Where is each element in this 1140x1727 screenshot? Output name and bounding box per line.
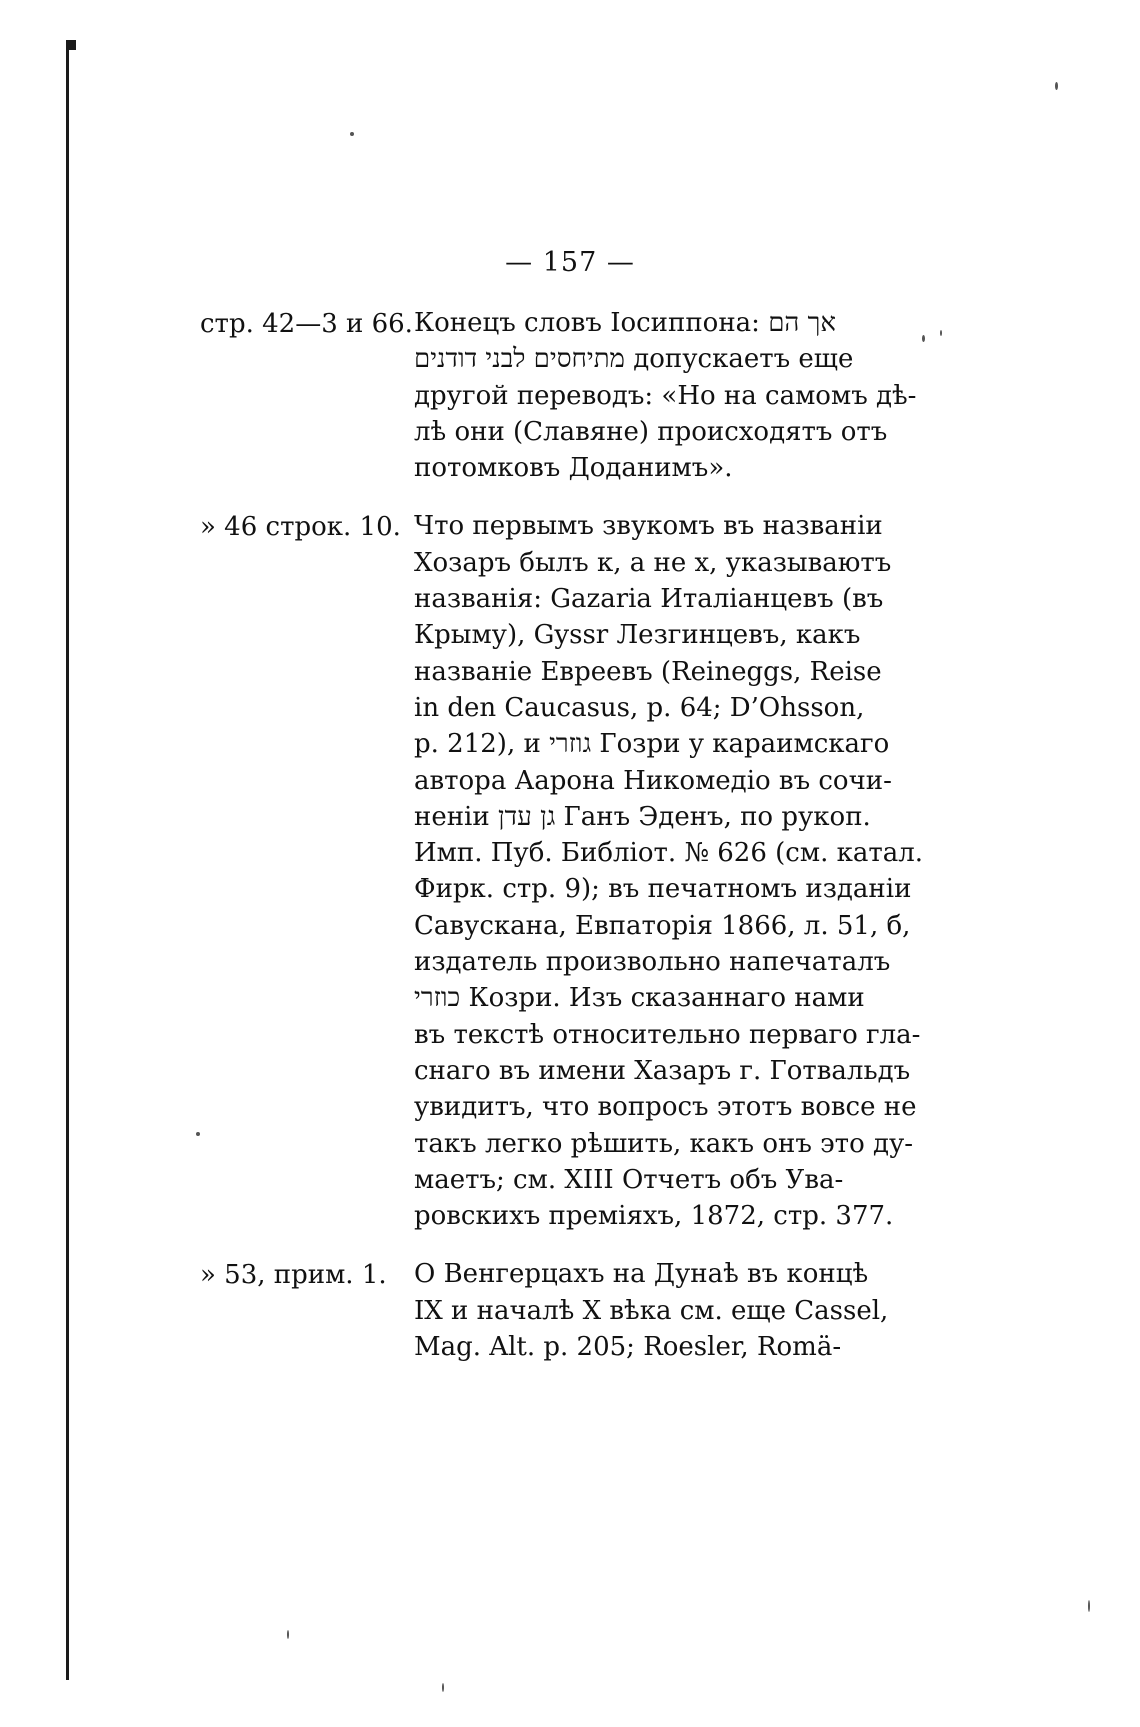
errata-list bbox=[200, 305, 924, 1387]
text-line: автора Аарона Никомедіо въ сочи- bbox=[414, 765, 892, 796]
text-line: снаго въ имени Хазаръ г. Готвальдъ bbox=[414, 1055, 911, 1086]
text-line: Савускана, Евпаторія 1866, л. 51, б, bbox=[414, 910, 911, 941]
text-line: въ текстѣ относительно перваго гла- bbox=[414, 1019, 921, 1050]
text-line: Фирк. стр. 9); въ печатномъ изданіи bbox=[414, 874, 912, 905]
text-line: потомковъ Доданимъ». bbox=[414, 453, 733, 484]
page-corner-mark bbox=[66, 40, 76, 50]
text-line: Что первымъ звукомъ въ названіи bbox=[414, 511, 883, 542]
text-line: увидитъ, что вопросъ этотъ вовсе не bbox=[414, 1092, 917, 1123]
text-line: О Венгерцахъ на Дунаѣ въ концѣ bbox=[414, 1259, 869, 1290]
print-speck bbox=[287, 1630, 289, 1639]
text-line: Хозаръ былъ к, а не х, указываютъ bbox=[414, 547, 892, 578]
text-line: названія: Gazaria Италіанцевъ (въ bbox=[414, 584, 884, 615]
entry-text bbox=[414, 305, 917, 486]
text-line: другой переводъ: «Но на самомъ дѣ- bbox=[414, 380, 917, 411]
text-line: Крыму), Gyssr Лезгинцевъ, какъ bbox=[414, 620, 861, 651]
text-line: маетъ; см. XIII Отчетъ объ Ува- bbox=[414, 1164, 844, 1195]
entry-text bbox=[414, 508, 924, 1234]
text-line: такъ легко рѣшить, какъ онъ это ду- bbox=[414, 1128, 914, 1159]
entry-text bbox=[414, 1256, 889, 1365]
entry-reference: » 46 строк. 10. bbox=[200, 512, 401, 543]
text-line: лѣ они (Славяне) происходятъ отъ bbox=[414, 416, 888, 447]
text-line: Имп. Пуб. Библіот. № 626 (см. катал. bbox=[414, 838, 924, 869]
text-line: מתיחסים לבני דודנים допускаетъ еще bbox=[414, 344, 854, 375]
print-speck bbox=[1055, 82, 1058, 90]
entry-reference: стр. 42—3 и 66. bbox=[200, 309, 413, 339]
print-speck bbox=[350, 132, 354, 136]
text-line: IX и началѣ X вѣка см. еще Cassel, bbox=[414, 1295, 889, 1326]
text-line: ровскихъ преміяхъ, 1872, стр. 377. bbox=[414, 1201, 894, 1232]
errata-entry-1 bbox=[200, 305, 917, 486]
print-speck bbox=[922, 335, 925, 342]
print-speck bbox=[442, 1683, 444, 1692]
print-speck bbox=[1088, 1600, 1090, 1612]
text-line: названіе Евреевъ (Reineggs, Reise bbox=[414, 656, 882, 687]
text-line: издатель произвольно напечаталъ bbox=[414, 947, 891, 978]
page-edge-shadow bbox=[66, 40, 69, 1680]
text-line: Mag. Alt. p. 205; Roesler, Romä- bbox=[414, 1332, 842, 1363]
text-line: Конецъ словъ Іосиппона: אך הם bbox=[414, 308, 837, 338]
text-line: כוזרי Козри. Изъ сказаннаго нами bbox=[414, 983, 865, 1014]
text-line: p. 212), и גוזרי Гозри у караимскаго bbox=[414, 729, 890, 760]
text-line: неніи גן עדן Ганъ Эденъ, по рукоп. bbox=[414, 801, 871, 832]
page-number: — 157 — bbox=[505, 247, 635, 278]
print-speck bbox=[940, 330, 942, 336]
errata-entry-2 bbox=[200, 508, 924, 1234]
errata-entry-3 bbox=[200, 1256, 889, 1365]
text-line: in den Caucasus, p. 64; D’Ohsson, bbox=[414, 692, 865, 723]
entry-reference: » 53, прим. 1. bbox=[200, 1260, 387, 1291]
